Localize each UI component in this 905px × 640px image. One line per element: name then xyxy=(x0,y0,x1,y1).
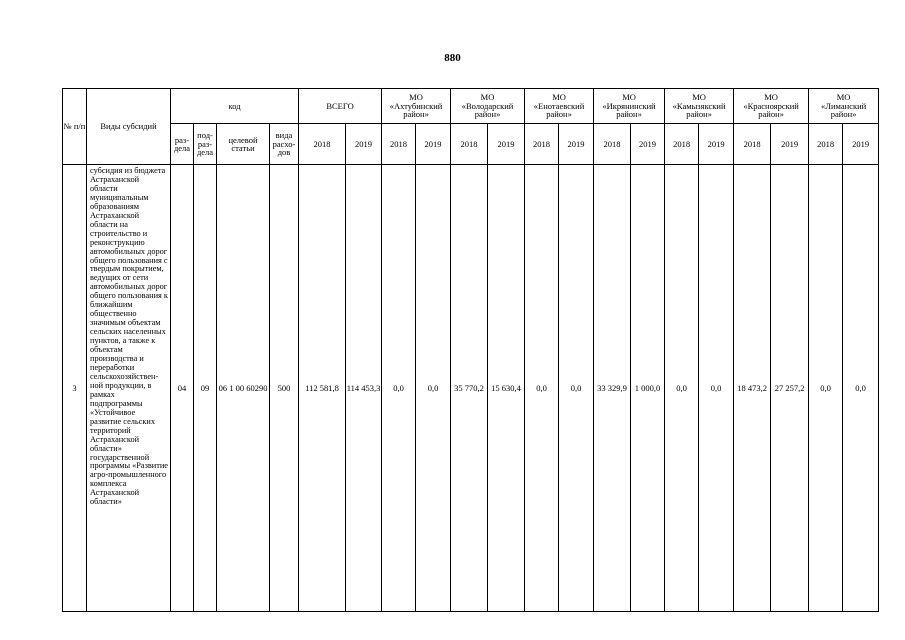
akhtuba-2019-value: 0,0 xyxy=(416,165,451,612)
header-year-2019: 2019 xyxy=(416,124,451,165)
header-year-2018: 2018 xyxy=(382,124,416,165)
header-subsidy-types: Виды субсидий xyxy=(87,89,171,165)
podrazdel-code: 09 xyxy=(194,165,217,612)
page-number: 880 xyxy=(444,52,461,64)
header-district-volodarsky: МО «Володарский район» xyxy=(451,89,525,124)
razdel-code: 04 xyxy=(171,165,194,612)
header-district-krasnoyarsky: МО «Красноярский район» xyxy=(734,89,809,124)
target-article-code: 06 1 00 60290 xyxy=(217,165,270,612)
ikryaninsky-2018-value: 33 329,9 xyxy=(594,165,631,612)
header-total: ВСЕГО xyxy=(299,89,382,124)
header-year-2018: 2018 xyxy=(734,124,771,165)
krasnoyarsky-2019-value: 27 257,2 xyxy=(771,165,809,612)
header-year-2018: 2018 xyxy=(525,124,559,165)
header-year-2019: 2019 xyxy=(843,124,879,165)
header-year-2019: 2019 xyxy=(631,124,665,165)
header-district-akhtuba: МО «Ахтубинский район» xyxy=(382,89,451,124)
subsidy-table xyxy=(62,88,879,612)
enotaevsky-2019-value: 0,0 xyxy=(559,165,594,612)
header-year-2018: 2018 xyxy=(451,124,488,165)
total-2018-value: 112 581,8 xyxy=(299,165,346,612)
volodarsky-2018-value: 35 770,2 xyxy=(451,165,488,612)
kamyzyaksky-2019-value: 0,0 xyxy=(699,165,734,612)
subsidy-description: субсидия из бюджета Астраханской области муниципальным образованиям Астраханской области на строительство и реконструкцию автомобильных дорог общего пользования с твердым покрытием, ведущих от сети автомобильных дорог общего пользования к ближайшим общественно значимым объектам сельских населенных пунктов, а также к объектам производства и переработки сельскохозяйствен-ной продукции, в рамках подпрограммы «Устойчивое развитие сельских территорий Астраханской области» государственной программы «Развитие агро-промышленного комплекса Астраханской области» xyxy=(87,165,171,612)
volodarsky-2019-value: 15 630,4 xyxy=(488,165,525,612)
row-number: 3 xyxy=(63,165,87,612)
header-year-2018: 2018 xyxy=(809,124,843,165)
header-target-article: целевой статьи xyxy=(217,124,270,165)
header-district-enotaevsky: МО «Енотаевский район» xyxy=(525,89,594,124)
header-year-2019: 2019 xyxy=(559,124,594,165)
krasnoyarsky-2018-value: 18 473,2 xyxy=(734,165,771,612)
header-year-2018: 2018 xyxy=(594,124,631,165)
header-district-kamyzyaksky: МО «Камызякский район» xyxy=(665,89,734,124)
header-year-2019: 2019 xyxy=(488,124,525,165)
header-district-ikryaninsky: МО «Икрянинский район» xyxy=(594,89,665,124)
header-num: № п/п xyxy=(63,89,87,165)
akhtuba-2018-value: 0,0 xyxy=(382,165,416,612)
limansky-2018-value: 0,0 xyxy=(809,165,843,612)
table-row xyxy=(63,165,879,612)
kamyzyaksky-2018-value: 0,0 xyxy=(665,165,699,612)
header-year-2018: 2018 xyxy=(665,124,699,165)
header-total-2019: 2019 xyxy=(346,124,382,165)
total-2019-value: 114 453,3 xyxy=(346,165,382,612)
ikryaninsky-2019-value: 1 000,0 xyxy=(631,165,665,612)
expense-type-code: 500 xyxy=(270,165,299,612)
header-razdel: раз-дела xyxy=(171,124,194,165)
header-podrazdel: под-раз-дела xyxy=(194,124,217,165)
header-code: код xyxy=(171,89,299,124)
header-expense-type: вида расхо-дов xyxy=(270,124,299,165)
enotaevsky-2018-value: 0,0 xyxy=(525,165,559,612)
header-year-2019: 2019 xyxy=(699,124,734,165)
limansky-2019-value: 0,0 xyxy=(843,165,879,612)
header-total-2018: 2018 xyxy=(299,124,346,165)
header-year-2019: 2019 xyxy=(771,124,809,165)
header-district-limansky: МО «Лиманский район» xyxy=(809,89,879,124)
